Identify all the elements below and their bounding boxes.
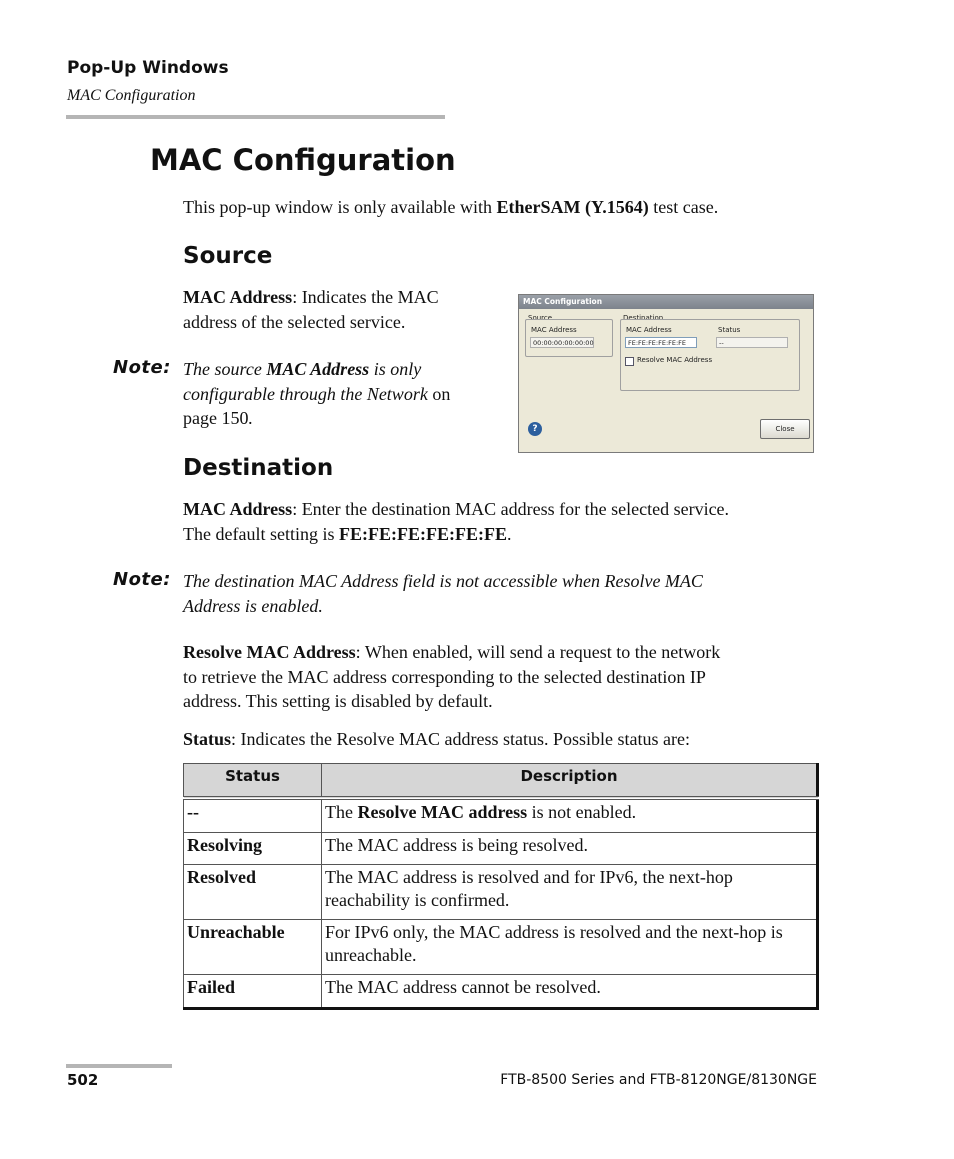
page-title: MAC Configuration <box>150 143 456 177</box>
source-mac-paragraph: MAC Address: Indicates the MAC address of the selected service. <box>183 287 439 332</box>
header-rule <box>66 115 445 119</box>
destination-group-label: Destination <box>623 314 664 322</box>
running-header-subsection: MAC Configuration <box>67 87 196 104</box>
running-header-section: Pop-Up Windows <box>67 58 229 78</box>
source-group-label: Source <box>528 314 553 322</box>
dialog-title-bar: MAC Configuration <box>519 295 813 309</box>
column-header-description: Description <box>322 764 818 799</box>
table-row <box>184 865 818 920</box>
status-cell: Resolving <box>184 832 322 865</box>
intro-paragraph: This pop-up window is only available with EtherSAM (Y.1564) test case. <box>183 197 719 217</box>
footer-doc-title: FTB-8500 Series and FTB-8120NGE/8130NGE <box>500 1072 817 1088</box>
description-cell: The MAC address cannot be resolved. <box>322 975 818 1009</box>
status-paragraph: Status: Indicates the Resolve MAC address status. Possible status are: <box>183 729 690 749</box>
resolve-mac-label: Resolve MAC Address <box>637 356 713 364</box>
mac-configuration-dialog <box>518 294 814 453</box>
close-button[interactable]: Close <box>760 419 810 439</box>
status-cell: -- <box>184 798 322 832</box>
resolve-mac-checkbox[interactable] <box>625 357 634 366</box>
help-icon[interactable]: ? <box>528 422 542 436</box>
destination-note-label: Note: <box>113 569 171 590</box>
status-field: -- <box>716 337 788 348</box>
status-label: Status <box>718 326 741 334</box>
table-row <box>184 920 818 975</box>
status-cell: Unreachable <box>184 920 322 975</box>
table-header-row <box>184 764 818 799</box>
footer-rule <box>66 1064 172 1068</box>
source-mac-field[interactable]: 00:00:00:00:00:00 <box>530 337 594 348</box>
status-cell: Failed <box>184 975 322 1009</box>
source-note-text: The source MAC Address is only configurable through the Network on page 150. <box>183 359 451 428</box>
page-number: 502 <box>67 1071 99 1089</box>
description-cell: The Resolve MAC address is not enabled. <box>322 798 818 832</box>
column-header-status: Status <box>184 764 322 799</box>
source-note-label: Note: <box>113 357 171 378</box>
destination-note-text: The destination MAC Address field is not accessible when Resolve MAC Address is enabled. <box>183 571 703 616</box>
description-cell: For IPv6 only, the MAC address is resolved and the next-hop is unreachable. <box>322 920 818 975</box>
description-cell: The MAC address is being resolved. <box>322 832 818 865</box>
description-cell: The MAC address is resolved and for IPv6, the next-hop reachability is confirmed. <box>322 865 818 920</box>
destination-mac-paragraph: MAC Address: Enter the destination MAC address for the selected service. The default setting is FE:FE:FE:FE:FE:FE. <box>183 499 730 544</box>
status-cell: Resolved <box>184 865 322 920</box>
table-row <box>184 832 818 865</box>
destination-mac-label: MAC Address <box>626 326 672 334</box>
source-heading: Source <box>183 243 273 269</box>
destination-heading: Destination <box>183 455 334 481</box>
table-row <box>184 798 818 832</box>
source-mac-label: MAC Address <box>531 326 577 334</box>
resolve-mac-paragraph: Resolve MAC Address: When enabled, will send a request to the network to retrieve the MAC address corresponding to the selected destination IP address. This setting is disabled by default. <box>183 642 721 711</box>
table-row <box>184 975 818 1009</box>
destination-mac-field[interactable]: FE:FE:FE:FE:FE:FE <box>625 337 697 348</box>
status-table <box>183 763 819 1010</box>
